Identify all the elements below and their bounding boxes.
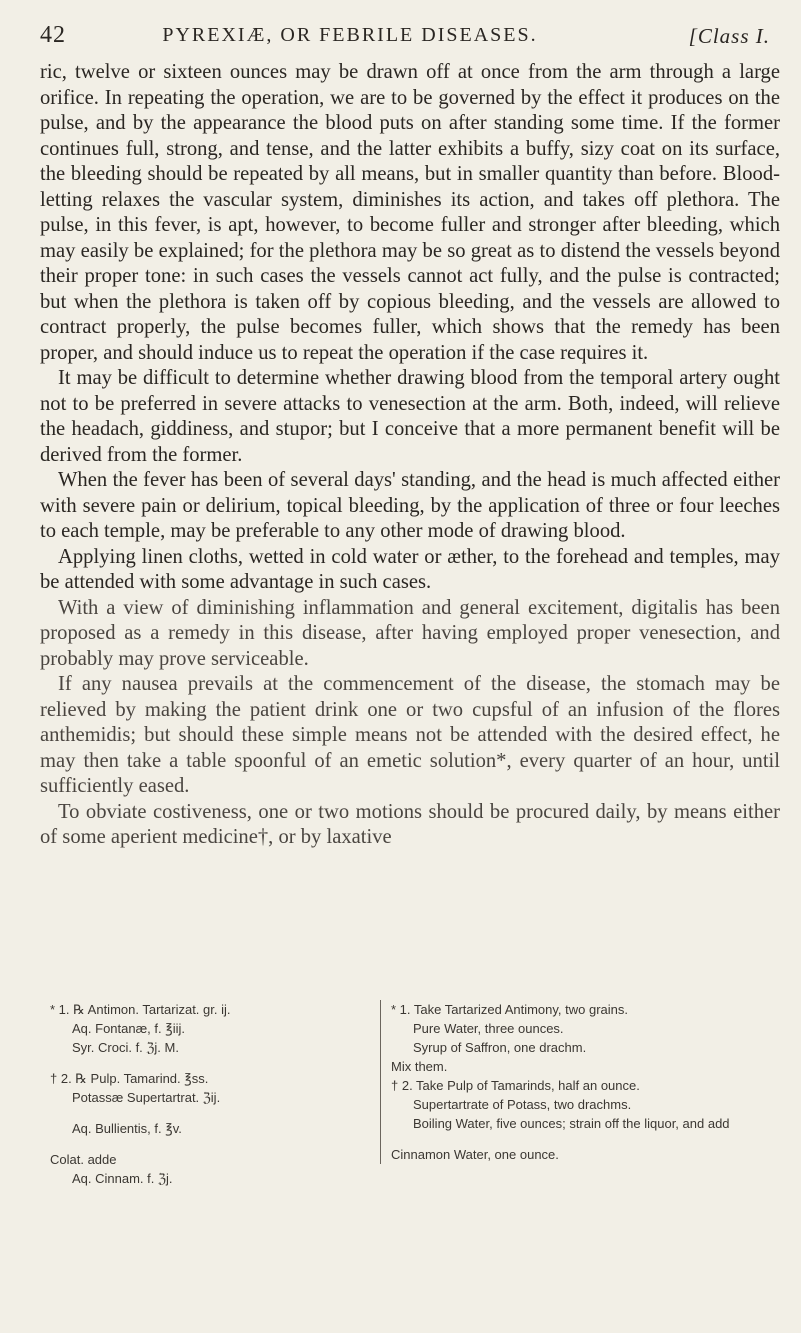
- footnote-line: Aq. Bullientis, f. ℥v.: [72, 1121, 182, 1136]
- footnotes: [50, 1000, 770, 1320]
- paragraph: It may be difficult to determine whether drawing blood from the temporal artery ought not to be preferred in severe attacks to venesection at the arm. Both, indeed, will relieve the headach, giddiness, and stupor; but I conceive that a more permanent benefit will be derived from the former.: [40, 367, 780, 466]
- paragraph: When the fever has been of several days' standing, and the head is much affected either with severe pain or delirium, topical bleeding, by the application of three or four leeches to each temple, may be preferable to any other mode of drawing blood.: [40, 469, 780, 542]
- footnotes-english: [380, 1000, 751, 1164]
- paragraph: Applying linen cloths, wetted in cold water or æther, to the forehead and temples, may be attended with some advantage in such cases.: [40, 545, 780, 593]
- class-label: [Class I.: [688, 24, 770, 48]
- footnote-line: Boiling Water, five ounces; strain off the liquor, and add: [413, 1116, 730, 1131]
- page-number: 42: [40, 22, 66, 48]
- footnote-line: Syrup of Saffron, one drachm.: [413, 1040, 587, 1055]
- page-header: [40, 18, 780, 52]
- footnote-line: Mix them.: [391, 1059, 448, 1074]
- footnote-line: Cinnamon Water, one ounce.: [391, 1147, 559, 1162]
- paragraph: With a view of diminishing inflammation and general excitement, digitalis has been proposed as a remedy in this disease, after having employed proper venesection, and probably may prove serviceable.: [40, 596, 780, 670]
- footnote-line: † 2. ℞ Pulp. Tamarind. ℥ss.: [50, 1071, 209, 1086]
- footnote-line: Syr. Croci. f. ℨj. M.: [72, 1040, 179, 1055]
- running-title: PYREXIÆ, OR FEBRILE DISEASES.: [162, 24, 538, 46]
- paragraph: ric, twelve or sixteen ounces may be drawn off at once from the arm through a large orifice. In repeating the operation, we are to be governed by the effect it produces on the pulse, and by the appearance the blood puts on after standing some time. If the former continues full, strong, and tense, and the latter exhibits a buffy, sizy coat on its surface, the bleeding should be repeated by all means, but in smaller quantity than before. Blood-letting relaxes the vascular system, diminishes its action, and takes off plethora. The pulse, in this fever, is apt, however, to become fuller and stronger after bleeding, which may easily be explained; for the plethora may be so great as to distend the vessels beyond their proper tone: in such cases the vessels cannot act fully, and the pulse is contracted; but when the plethora is taken off by copious bleeding, and the vessels are allowed to contract properly, the pulse becomes fuller, which shows that the remedy has been proper, and should induce us to repeat the operation if the case requires it.: [40, 61, 780, 364]
- footnote-line: Aq. Fontanæ, f. ℥iij.: [72, 1021, 186, 1036]
- body-text: [40, 60, 780, 851]
- footnote-line: Colat. adde: [50, 1152, 117, 1167]
- footnotes-latin: [50, 1000, 370, 1188]
- footnote-line: Potassæ Supertartrat. ℨij.: [72, 1090, 221, 1105]
- footnote-line: Aq. Cinnam. f. ℨj.: [72, 1171, 173, 1186]
- paragraph: If any nausea prevails at the commencement of the disease, the stomach may be relieved by making the patient drink one or two cupsful of an infusion of the flores anthemidis; but should these simple means not be attended with the desired effect, he may then take a table spoonful of an emetic solution*, every quarter of an hour, until sufficiently eased.: [40, 673, 780, 797]
- footnote-line: † 2. Take Pulp of Tamarinds, half an ounce.: [391, 1078, 640, 1093]
- paragraph: To obviate costiveness, one or two motions should be procured daily, by means either of some aperient medicine†, or by laxative: [40, 800, 780, 848]
- footnote-line: * 1. ℞ Antimon. Tartarizat. gr. ij.: [50, 1002, 231, 1017]
- footnote-line: Supertartrate of Potass, two drachms.: [413, 1097, 632, 1112]
- footnote-line: * 1. Take Tartarized Antimony, two grains.: [391, 1002, 629, 1017]
- footnote-line: Pure Water, three ounces.: [413, 1021, 564, 1036]
